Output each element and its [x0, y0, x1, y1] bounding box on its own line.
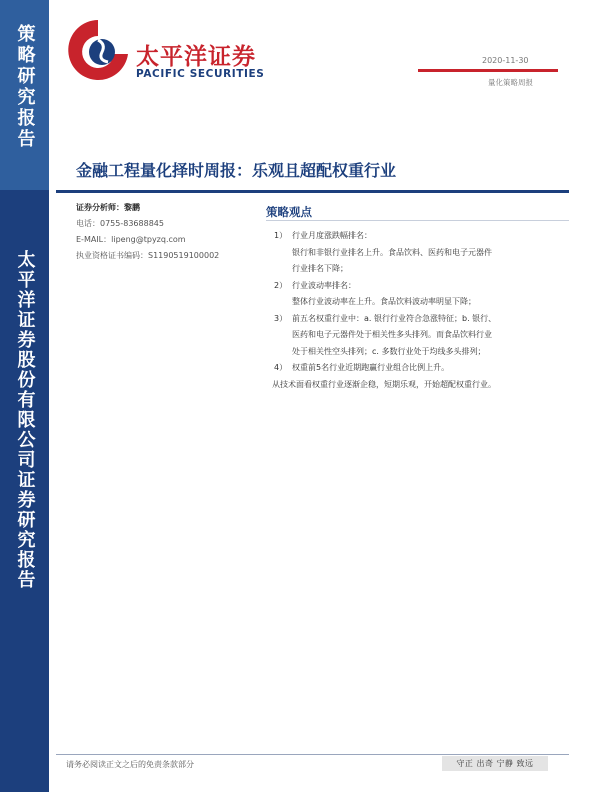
strategy-conclusion: 从技术面看权重行业逐渐企稳，短期乐观，开始超配权重行业。 — [272, 379, 496, 389]
point-body-line: 整体行业波动率在上升。食品饮料波动率明显下降； — [292, 297, 476, 306]
document-type: 量化策略周报 — [488, 78, 533, 87]
point-number: 4） — [274, 363, 288, 372]
point-head: 权重前5名行业近期跑赢行业组合比例上升。 — [292, 363, 450, 372]
strategy-points — [274, 228, 566, 393]
point-head: 行业波动率排名： — [292, 280, 356, 290]
brand-name-en: PACIFIC SECURITIES — [136, 68, 265, 80]
pacific-securities-logo-icon — [62, 14, 134, 86]
point-number: 3） — [274, 313, 288, 323]
footer-motto: 守正 出奇 宁静 致远 — [442, 756, 548, 771]
point-body-line: 银行和非银行业排名上升。食品饮料、医药和电子元器件 — [292, 247, 492, 257]
sidebar-report-type-band — [0, 0, 49, 190]
sidebar-company-band — [0, 192, 49, 792]
strategy-divider — [266, 220, 569, 221]
footer-divider — [56, 754, 569, 755]
list-item — [274, 311, 566, 328]
analyst-phone: 电话：0755-83688845 — [76, 219, 164, 228]
sidebar-report-type: 策略研究报告 — [14, 24, 36, 150]
sidebar-company-name: 太平洋证券股份有限公司证券研究报告 — [14, 250, 36, 590]
sidebar — [0, 0, 49, 792]
point-head: 行业月度涨跌幅排名： — [292, 231, 372, 240]
analyst-email: E-MAIL：lipeng@tpyzq.com — [76, 235, 186, 244]
page-title: 金融工程量化择时周报：乐观且超配权重行业 — [76, 161, 397, 180]
analyst-info — [76, 200, 219, 264]
strategy-heading: 策略观点 — [266, 205, 312, 219]
analyst-license: 执业资格证书编码：S1190519100002 — [76, 251, 220, 260]
point-body-line: 行业排名下降； — [292, 264, 348, 273]
list-item — [274, 360, 566, 377]
list-item — [274, 228, 566, 245]
point-body-line: 处于相关性空头排列；c. 多数行业处于均线多头排列； — [292, 346, 486, 356]
title-divider — [56, 190, 569, 193]
footer-disclaimer: 请务必阅读正文之后的免责条款部分 — [66, 760, 194, 769]
point-head: 前五名权重行业中：a. 银行行业符合急涨特征；b. 银行、 — [292, 313, 497, 323]
header-accent-line — [418, 69, 558, 72]
point-number: 2） — [274, 280, 288, 290]
analyst-name: 证券分析师：黎鹏 — [76, 203, 140, 212]
brand-name-cn: 太平洋证券 — [136, 44, 256, 70]
point-number: 1） — [274, 231, 288, 240]
point-body-line: 医药和电子元器件处于相关性多头排列。而食品饮料行业 — [292, 330, 492, 339]
report-date: 2020-11-30 — [482, 56, 529, 65]
list-item — [274, 278, 566, 295]
